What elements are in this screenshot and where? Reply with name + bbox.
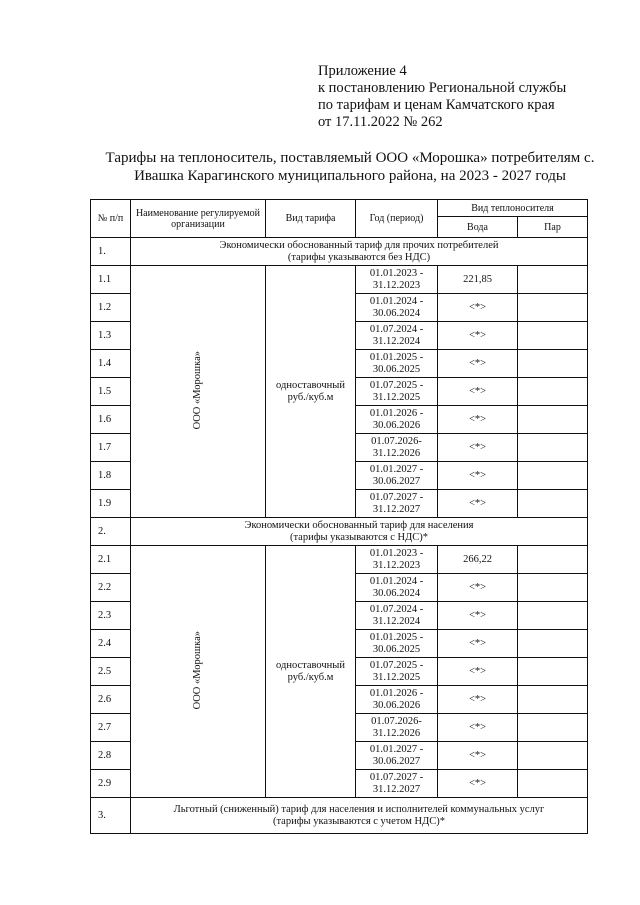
steam-value	[518, 266, 588, 294]
section-title-line-1: Экономически обоснованный тариф для населения	[244, 519, 474, 531]
row-num: 2.1	[91, 546, 131, 574]
water-value: <*>	[438, 294, 518, 322]
section-row	[91, 238, 588, 266]
tariff-type-line-1: одноставочный	[276, 380, 345, 391]
header-tariff-type: Вид тарифа	[266, 200, 356, 238]
water-value: <*>	[438, 406, 518, 434]
header-org: Наименование регулируемой организации	[131, 200, 266, 238]
period-start: 01.07.2027 -	[369, 492, 424, 503]
steam-value	[518, 658, 588, 686]
period-cell	[356, 630, 438, 658]
row-num: 1.9	[91, 490, 131, 518]
row-num: 2.2	[91, 574, 131, 602]
header-num: № п/п	[91, 200, 131, 238]
period-cell	[356, 322, 438, 350]
section-row	[91, 798, 588, 834]
tariff-type-line-2: руб./куб.м	[287, 391, 334, 403]
table-row	[91, 266, 588, 294]
period-cell	[356, 714, 438, 742]
row-num: 2.5	[91, 658, 131, 686]
water-value: <*>	[438, 462, 518, 490]
period-cell	[356, 658, 438, 686]
period-cell	[356, 686, 438, 714]
appendix-line-1: Приложение 4	[318, 63, 407, 79]
row-num: 1.5	[91, 378, 131, 406]
period-end: 31.12.2023	[372, 559, 421, 571]
appendix-line-4: от 17.11.2022 № 262	[318, 114, 443, 130]
period-cell	[356, 490, 438, 518]
appendix-line-3: по тарифам и ценам Камчатского края	[318, 97, 555, 113]
title-line-2: Ивашка Карагинского муниципального района, на 2023 - 2027 годы	[134, 168, 566, 184]
tariff-type-cell	[266, 546, 356, 798]
water-value: <*>	[438, 322, 518, 350]
row-num: 1.1	[91, 266, 131, 294]
section-title	[131, 798, 588, 834]
row-num: 2.3	[91, 602, 131, 630]
period-end: 30.06.2025	[372, 643, 421, 655]
period-end: 30.06.2027	[372, 475, 421, 487]
period-cell	[356, 378, 438, 406]
period-cell	[356, 602, 438, 630]
row-num: 2.4	[91, 630, 131, 658]
water-value: <*>	[438, 742, 518, 770]
steam-value	[518, 630, 588, 658]
period-end: 31.12.2023	[372, 279, 421, 291]
organization-cell	[131, 266, 266, 518]
row-num: 2.9	[91, 770, 131, 798]
period-start: 01.01.2026 -	[369, 688, 424, 699]
water-value: <*>	[438, 714, 518, 742]
period-cell	[356, 770, 438, 798]
steam-value	[518, 770, 588, 798]
section-title-line-2: (тарифы указываются с НДС)*	[289, 531, 429, 543]
section-title	[131, 238, 588, 266]
section-num: 2.	[91, 518, 131, 546]
period-start: 01.07.2026-	[371, 716, 422, 727]
row-num: 2.7	[91, 714, 131, 742]
period-start: 01.01.2025 -	[369, 632, 424, 643]
period-end: 31.12.2027	[372, 503, 421, 515]
row-num: 1.2	[91, 294, 131, 322]
period-cell	[356, 574, 438, 602]
period-cell	[356, 434, 438, 462]
appendix-header	[318, 63, 566, 131]
row-num: 1.3	[91, 322, 131, 350]
steam-value	[518, 350, 588, 378]
period-start: 01.07.2025 -	[369, 380, 424, 391]
row-num: 2.8	[91, 742, 131, 770]
period-end: 31.12.2026	[372, 447, 421, 459]
section-num: 3.	[91, 798, 131, 834]
steam-value	[518, 462, 588, 490]
section-title-line-2: (тарифы указываются с учетом НДС)*	[272, 815, 446, 827]
tariff-type-line-1: одноставочный	[276, 660, 345, 671]
period-end: 31.12.2027	[372, 783, 421, 795]
water-value: <*>	[438, 378, 518, 406]
water-value: <*>	[438, 658, 518, 686]
water-value: <*>	[438, 434, 518, 462]
row-num: 1.6	[91, 406, 131, 434]
period-end: 31.12.2025	[372, 671, 421, 683]
steam-value	[518, 742, 588, 770]
period-start: 01.07.2024 -	[369, 324, 424, 335]
row-num: 1.4	[91, 350, 131, 378]
water-value: <*>	[438, 574, 518, 602]
steam-value	[518, 714, 588, 742]
steam-value	[518, 574, 588, 602]
organization-name: ООО «Морошка»	[192, 630, 204, 709]
period-end: 31.12.2026	[372, 727, 421, 739]
steam-value	[518, 434, 588, 462]
header-water: Вода	[438, 217, 518, 238]
period-start: 01.07.2026-	[371, 436, 422, 447]
period-start: 01.01.2027 -	[369, 464, 424, 475]
period-end: 30.06.2026	[372, 699, 421, 711]
water-value: 266,22	[438, 546, 518, 574]
period-start: 01.07.2024 -	[369, 604, 424, 615]
period-cell	[356, 266, 438, 294]
period-cell	[356, 546, 438, 574]
appendix-line-2: к постановлению Региональной службы	[318, 80, 567, 96]
organization-name: ООО «Морошка»	[192, 350, 204, 429]
organization-cell	[131, 546, 266, 798]
period-start: 01.07.2025 -	[369, 660, 424, 671]
water-value: 221,85	[438, 266, 518, 294]
steam-value	[518, 406, 588, 434]
period-cell	[356, 742, 438, 770]
steam-value	[518, 322, 588, 350]
tariff-table	[90, 199, 588, 834]
header-period: Год (период)	[356, 200, 438, 238]
steam-value	[518, 378, 588, 406]
period-start: 01.01.2024 -	[369, 576, 424, 587]
period-end: 30.06.2024	[372, 307, 421, 319]
table-row	[91, 546, 588, 574]
section-title-line-1: Льготный (сниженный) тариф для населения и исполнителей коммунальных услуг	[173, 803, 545, 815]
period-end: 31.12.2025	[372, 391, 421, 403]
period-start: 01.01.2023 -	[369, 268, 424, 279]
period-end: 31.12.2024	[372, 615, 421, 627]
row-num: 1.7	[91, 434, 131, 462]
row-num: 2.6	[91, 686, 131, 714]
header-steam: Пар	[518, 217, 588, 238]
section-title	[131, 518, 588, 546]
steam-value	[518, 546, 588, 574]
header-carrier: Вид теплоносителя	[438, 200, 588, 217]
period-start: 01.07.2027 -	[369, 772, 424, 783]
water-value: <*>	[438, 602, 518, 630]
water-value: <*>	[438, 770, 518, 798]
period-cell	[356, 350, 438, 378]
section-title-line-2: (тарифы указываются без НДС)	[287, 251, 431, 263]
tariff-type-line-2: руб./куб.м	[287, 671, 334, 683]
water-value: <*>	[438, 490, 518, 518]
period-end: 30.06.2025	[372, 363, 421, 375]
period-cell	[356, 406, 438, 434]
period-start: 01.01.2025 -	[369, 352, 424, 363]
section-num: 1.	[91, 238, 131, 266]
period-start: 01.01.2023 -	[369, 548, 424, 559]
section-title-line-1: Экономически обоснованный тариф для прочих потребителей	[219, 239, 499, 251]
period-cell	[356, 462, 438, 490]
steam-value	[518, 294, 588, 322]
period-cell	[356, 294, 438, 322]
row-num: 1.8	[91, 462, 131, 490]
document-title	[80, 149, 620, 185]
steam-value	[518, 602, 588, 630]
section-row	[91, 518, 588, 546]
period-end: 31.12.2024	[372, 335, 421, 347]
period-start: 01.01.2024 -	[369, 296, 424, 307]
period-end: 30.06.2027	[372, 755, 421, 767]
water-value: <*>	[438, 350, 518, 378]
water-value: <*>	[438, 630, 518, 658]
period-end: 30.06.2026	[372, 419, 421, 431]
period-end: 30.06.2024	[372, 587, 421, 599]
water-value: <*>	[438, 686, 518, 714]
period-start: 01.01.2027 -	[369, 744, 424, 755]
steam-value	[518, 490, 588, 518]
tariff-type-cell	[266, 266, 356, 518]
steam-value	[518, 686, 588, 714]
title-line-1: Тарифы на теплоноситель, поставляемый ООО «Морошка» потребителям с.	[105, 150, 595, 166]
period-start: 01.01.2026 -	[369, 408, 424, 419]
